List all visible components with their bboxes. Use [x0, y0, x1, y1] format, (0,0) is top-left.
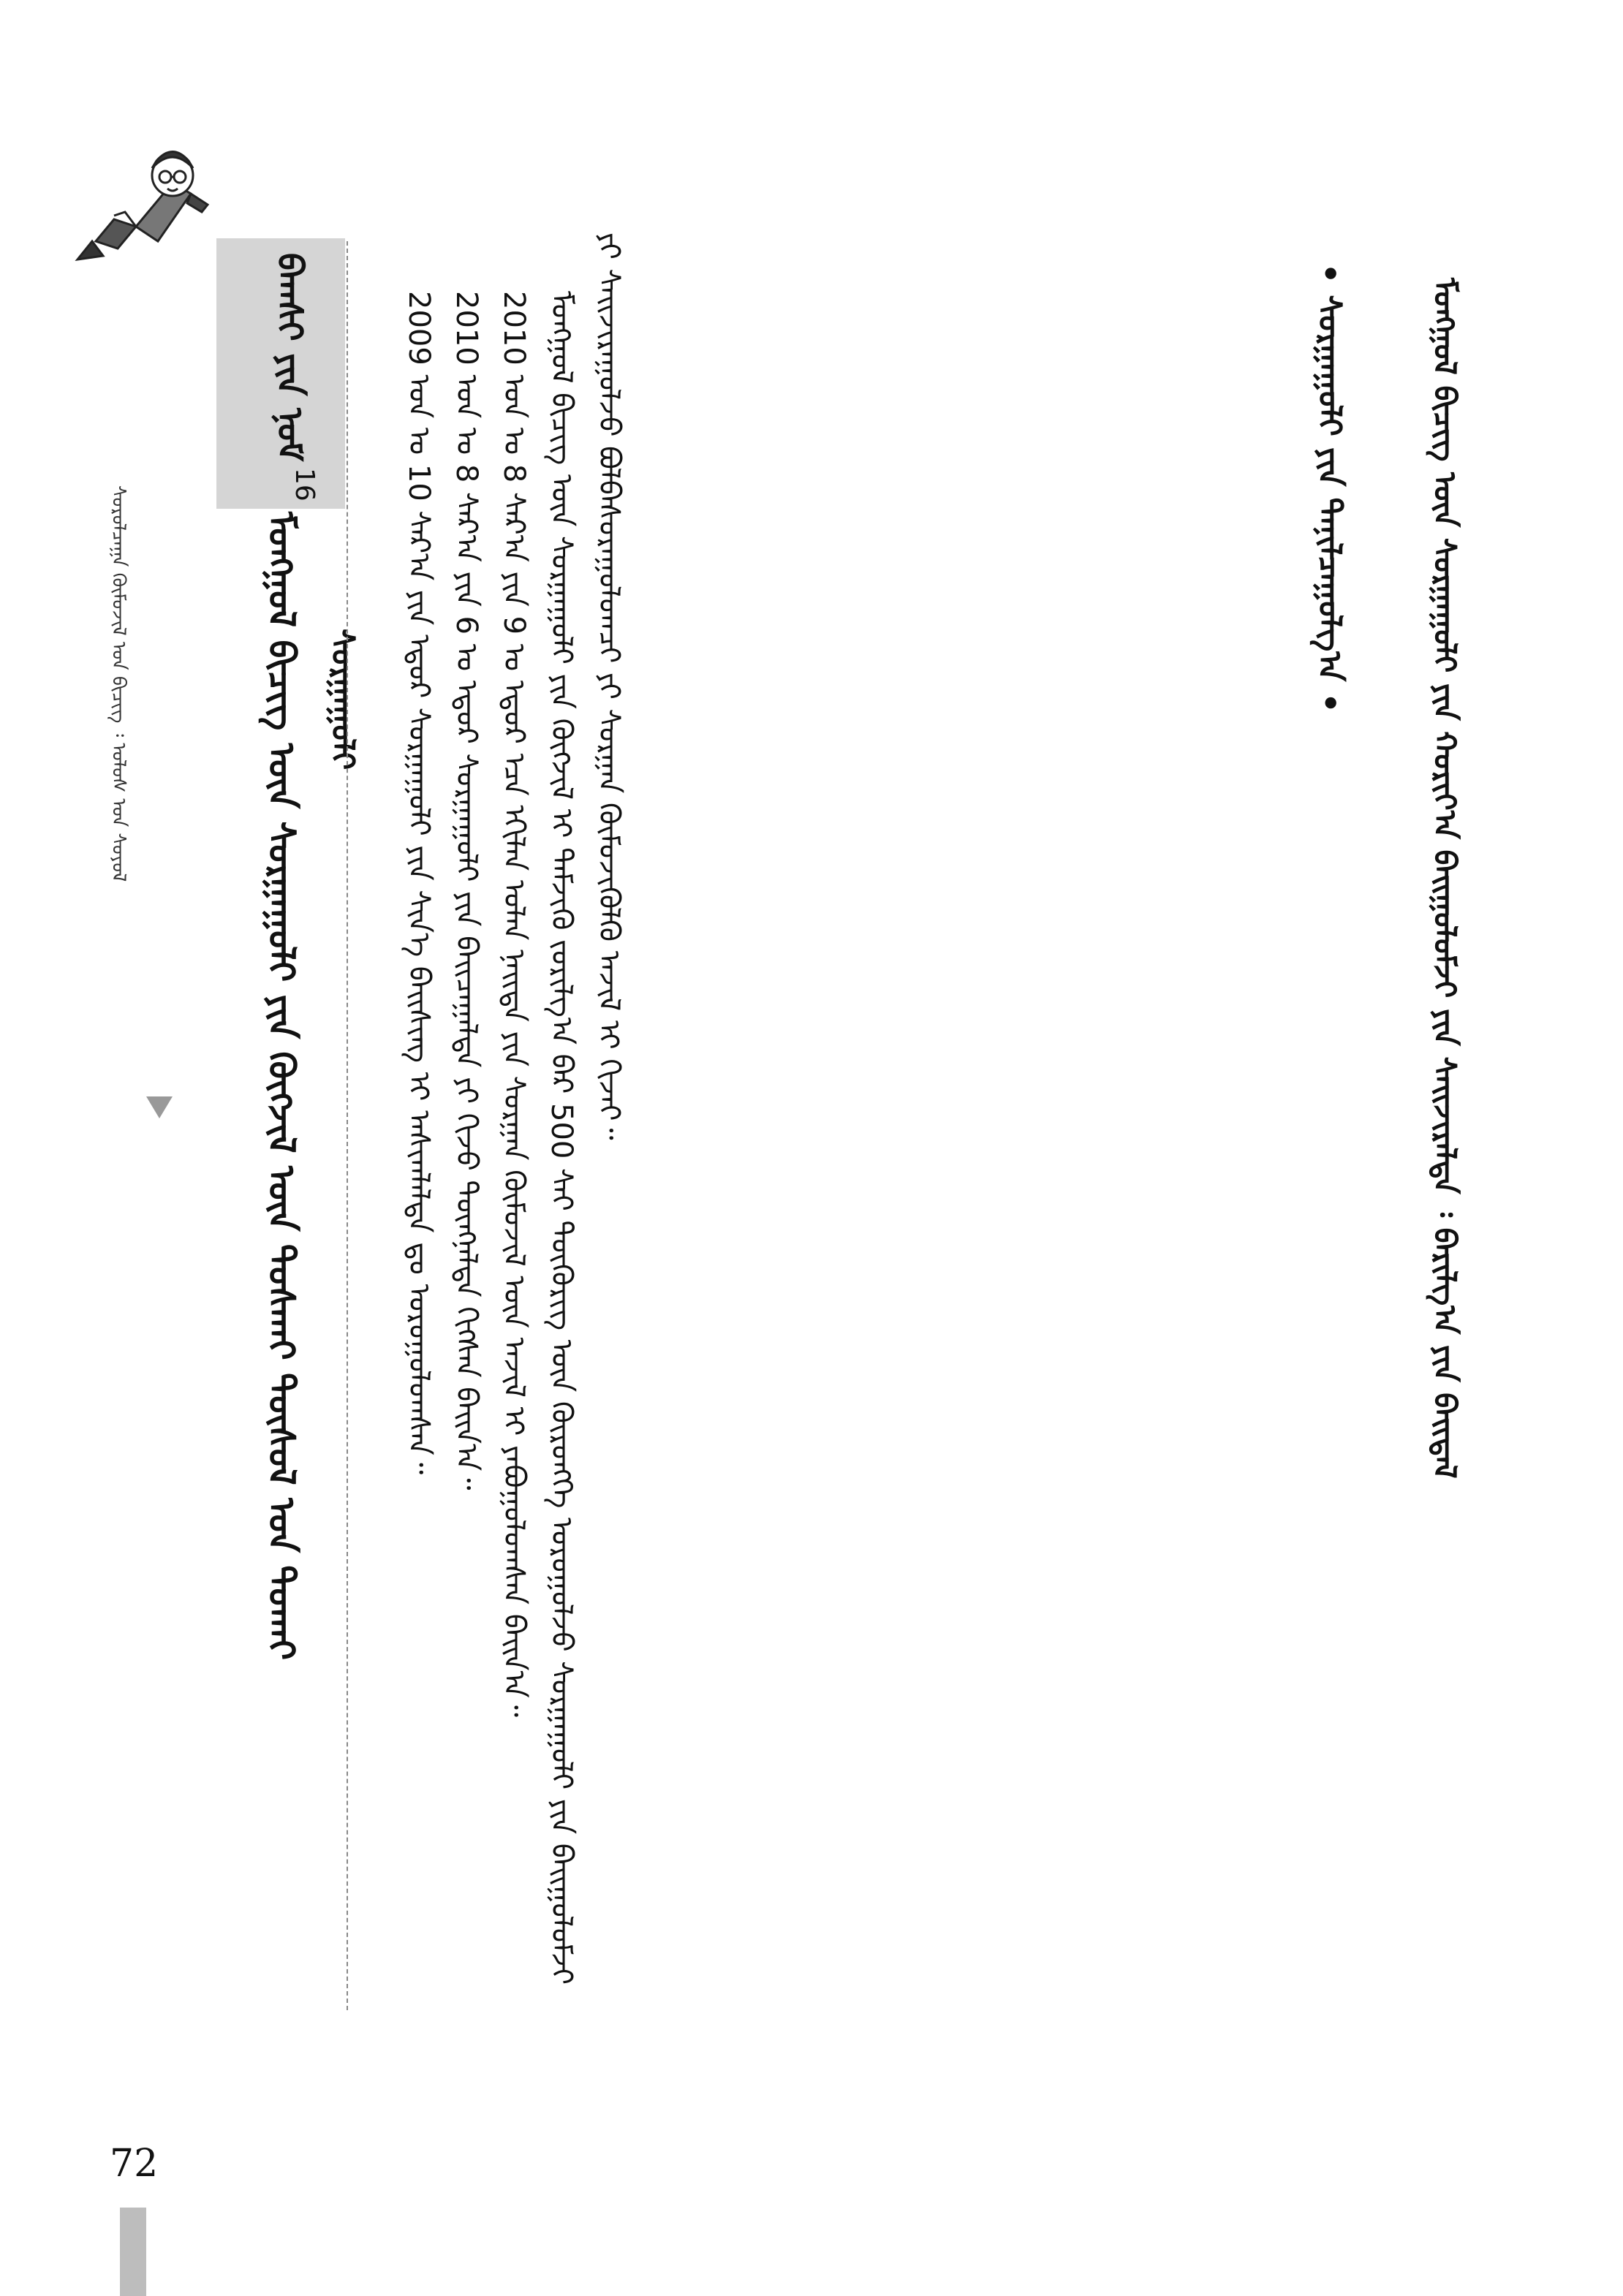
mascot-boy-illustration [63, 132, 216, 270]
running-header [104, 270, 133, 1096]
dotted-divider [347, 241, 348, 2010]
body-paragraph: ᠮᠣᠩᠭᠣᠯ ᠪᠢᠴᠢᠭ ᠦᠨ ᠰᠤᠷᠭᠠᠭᠤᠯᠢ ᠶᠢᠨ ᠬᠥᠭᠵᠢᠯ ᠢ ᠳᠡᠮᠵᠢᠬᠦ ᠵᠣᠷᠢᠯᠭ᠎ᠠ ᠪᠠᠷ 500 ᠰᠠᠢ ᠲᠥᠭᠦᠷᠢᠭ ᠦᠨ ᠬᠥᠷᠥᠩᠭᠡ ᠣᠷᠣᠭᠤᠯᠵᠤ ᠰᠤᠷᠭᠠᠭᠤᠯᠢ ᠶᠢᠨ ᠪᠠᠢᠭᠤᠯᠤᠮᠵᠢ ᠶᠢ ᠰᠠᠢᠵᠢᠷᠠᠭᠤᠯᠵᠤ ᠪᠣᠯᠪᠠᠰᠤᠷᠠᠭᠤᠯᠤᠭᠴᠢ ᠶᠢ ᠰᠤᠷᠭᠠᠨ ᠬᠦᠮᠦᠵᠢᠭᠦᠯᠬᠦ ᠠᠵᠢᠯ ᠢ ᠬᠢᠵᠡᠢ᠃ [545, 232, 626, 1985]
article-title: ᠮᠣᠩᠭᠣᠯ ᠪᠢᠴᠢᠭ ᠦᠨ ᠰᠤᠷᠭᠠᠭᠤᠯᠢ ᠶᠢᠨ ᠬᠥᠭᠵᠢᠯ ᠦᠨ ᠲᠤᠰᠬᠠᠢ ᠲᠥᠰᠥᠯ ᠤᠨ ᠲᠤᠬᠠᠢ [260, 512, 303, 1661]
article-subtitle: ᠰᠤᠷᠭᠠᠭᠤᠯᠢ [324, 629, 361, 770]
page-edge-bar [120, 2208, 146, 2296]
article-body [395, 232, 1594, 2001]
column-title: ᠪᠠᠭᠰᠢ ᠶᠢᠨ ᠨᠣᠮ [269, 253, 310, 462]
body-paragraph: 2009 ᠣᠨ ᠤ 10 ᠰᠠᠷ᠎ᠠ ᠶᠢᠨ ᠡᠳᠦᠷ ᠰᠤᠷᠭᠠᠭᠤᠯᠢ ᠶᠢᠨ ᠰᠢᠨ᠎ᠡ ᠪᠠᠢᠰᠢᠩ ᠢ ᠠᠰᠢᠭᠯᠠᠯᠲᠠ ᠳᠤ ᠣᠷᠣᠭᠤᠯᠤᠭᠰᠠᠨ᠃ [402, 291, 436, 1475]
running-header-text: ᠰᠤᠷᠤᠯᠴᠠᠭᠠ ᠬᠥᠮᠦᠵᠢᠯ ᠤᠨ ᠪᠢᠴᠢᠭ ᠄ ᠤᠯᠤᠰ ᠤᠨ ᠰᠣᠶᠣᠯ [107, 485, 129, 882]
column-title-box [216, 238, 345, 509]
body-paragraph: 2010 ᠣᠨ ᠤ 8 ᠰᠠᠷ᠎ᠠ ᠶᠢᠨ 9 ᠤ ᠡᠳᠦᠷ ᠡᠴᠡ ᠡᠬᠢᠯᠡᠨ ᠣᠯᠠᠨ ᠨᠡᠢᠲᠡ ᠶᠢᠨ ᠰᠤᠷᠭᠠᠨ ᠬᠦᠮᠦᠵᠢᠯ ᠦᠨ ᠠᠵᠢᠯ ᠢ ᠶᠠᠪᠤᠭᠤᠯᠤᠭᠰᠠᠨ ᠪᠠᠢᠨ᠎ᠠ᠃ [497, 291, 531, 1718]
section-header: ᠮᠣᠩᠭᠣᠯ ᠪᠢᠴᠢᠭ ᠦᠨ ᠰᠤᠷᠭᠠᠭᠤᠯᠢ ᠶᠢᠨ ᠬᠣᠷᠢᠶ᠎ᠠ ᠪᠠᠢᠭᠤᠯᠤᠮᠵᠢ ᠶᠢᠨ ᠰᠠᠢᠵᠢᠷᠠᠯᠲᠠ ᠄ ᠪᠠᠷᠢᠯᠭ᠎ᠠ ᠶᠢᠨ ᠪᠠᠢᠳᠠᠯ [1427, 278, 1463, 1479]
body-paragraph: 2010 ᠣᠨ ᠤ 8 ᠰᠠᠷ᠎ᠠ ᠶᠢᠨ 6 ᠤ ᠡᠳᠦᠷ ᠰᠤᠷᠭᠠᠭᠤᠯᠢ ᠶᠢᠨ ᠪᠠᠢᠴᠠᠭᠠᠯᠲᠠ ᠶᠢ ᠬᠢᠵᠦ ᠳᠦᠩᠨᠡᠯᠲᠡ ᠬᠢᠭᠰᠡᠨ ᠪᠠᠢᠨ᠎ᠠ᠃ [450, 291, 483, 1490]
triangle-marker-icon [146, 1096, 173, 1118]
column-number: 16 [290, 468, 319, 501]
bullet-heading: • ᠰᠤᠷᠭᠠᠭᠤᠯᠢ ᠶᠢᠨ ᠲᠠᠨᠢᠯᠴᠠᠭᠤᠯᠭ᠎ᠠ • [1311, 263, 1348, 713]
page-number: 72 [110, 2142, 159, 2186]
